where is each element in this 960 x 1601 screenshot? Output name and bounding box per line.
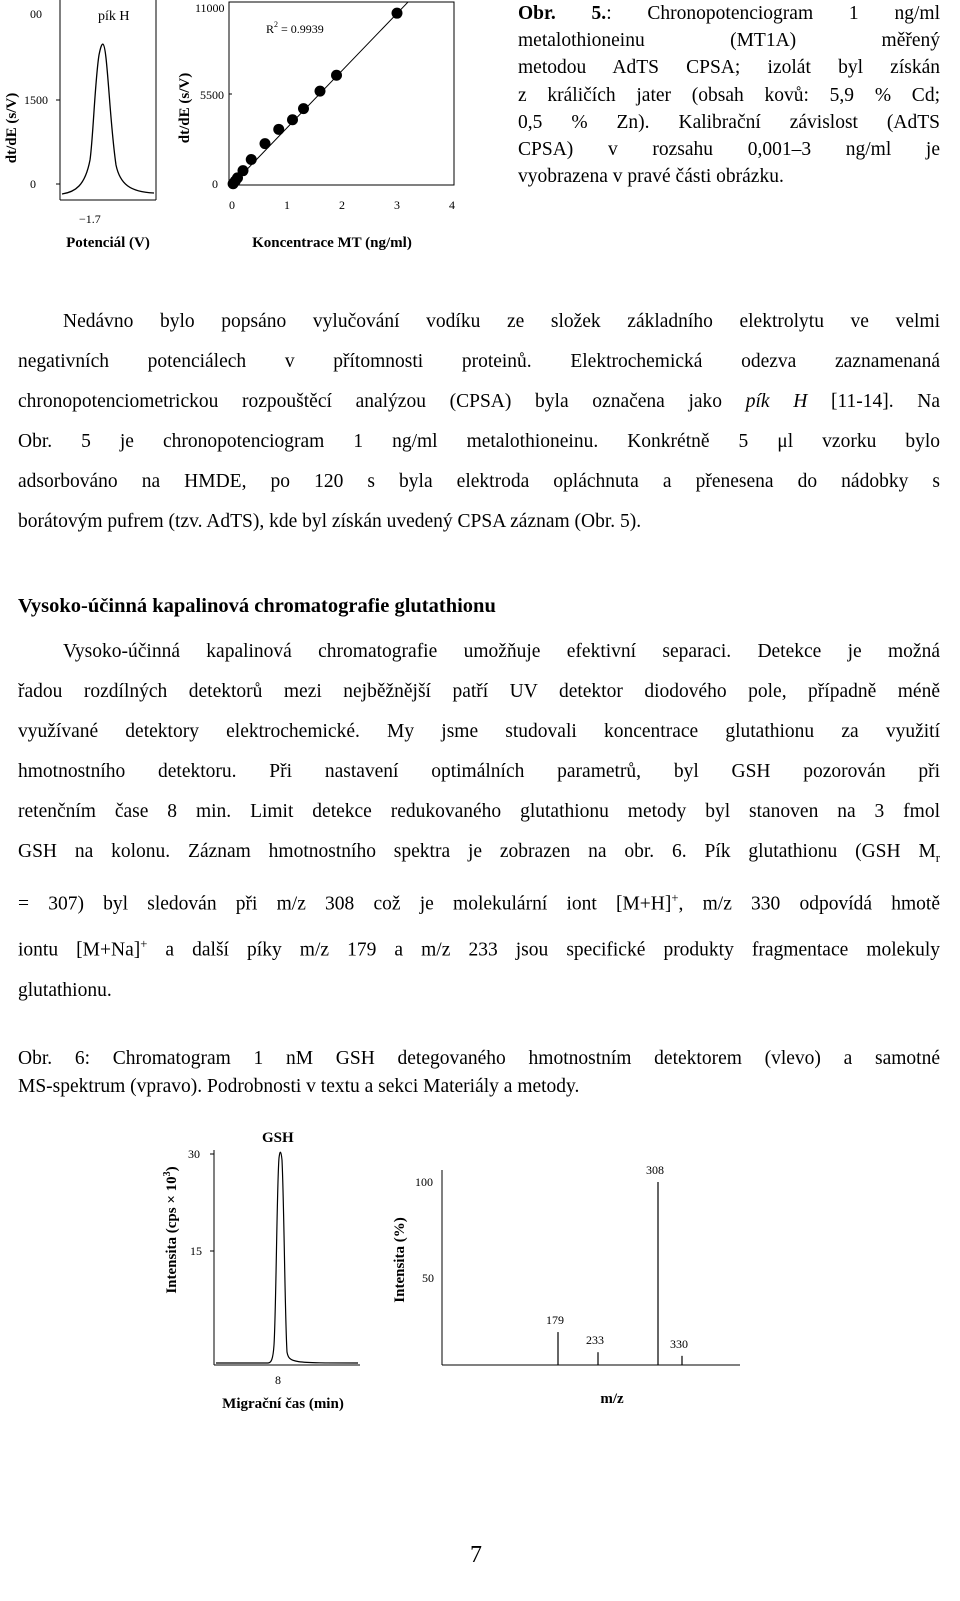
paragraph-line: negativních potenciálech v přítomnosti proteinů. Elektrochemická odezva zaznamenaná [18, 351, 940, 372]
chronopotentiogram-chart [4, 0, 156, 251]
calib-x-tick-2: 2 [339, 198, 345, 212]
gsh-peak-label: GSH [262, 1130, 294, 1146]
calib-x-tick-3: 3 [394, 198, 400, 212]
paragraph-line: adsorbováno na HMDE, po 120 s byla elektroda opláchnuta a přenesena do nádobky s [18, 471, 940, 492]
chrom-y-tick-30: 30 [188, 1147, 200, 1161]
calib-data-point [260, 138, 271, 149]
ms-y-tick-100: 100 [415, 1175, 433, 1189]
r2-annotation: $R^2 = 0.9939$ [266, 20, 324, 36]
paragraph-line: = 307) byl sledován při m/z 308 což je molekulární iont [M+H]+, m/z 330 odpovídá hmotě [18, 890, 940, 915]
calib-data-point [238, 165, 249, 176]
calib-y-axis-title: dt/dE (s/V) [177, 72, 193, 144]
caption5-line: z králičích jater (obsah kovů: 5,9 % Cd; [518, 84, 940, 106]
figure-5-label: Obr. 5. [518, 3, 607, 24]
paragraph-line: řadou rozdílných detektorů mezi nejběžnější patří UV detektor diodového pole, případně méně [18, 681, 940, 702]
caption5-line: : Chronopotenciogram 1 ng/ml [606, 3, 940, 24]
chromatogram-trace [216, 1152, 358, 1363]
chrom-x-tick-8: 8 [275, 1373, 281, 1387]
ms-y-axis-title: Intensita (%) [392, 1217, 408, 1303]
paragraph-line: glutathionu. [18, 979, 112, 1001]
ms-x-axis-title: m/z [600, 1391, 624, 1407]
ms-peak-label-308: 308 [646, 1163, 664, 1177]
ms-y-tick-50: 50 [422, 1271, 434, 1285]
ms-peak-label-330: 330 [670, 1336, 688, 1351]
chrom-y-tick-15: 15 [190, 1244, 202, 1258]
caption5-line: metodou AdTS CPSA; izolát byl získán [518, 57, 940, 79]
left-y-tick-zero: 0 [30, 177, 36, 191]
calib-data-point [315, 86, 326, 97]
calibration-chart [177, 1, 455, 251]
left-y-tick-top: 00 [30, 7, 42, 21]
chrom-y-axis-title: Intensita $(cps \times 10^3)$ [162, 1166, 180, 1294]
left-x-axis-title: Potenciál (V) [66, 235, 150, 251]
paragraph-line: využívané detektory elektrochemické. My jsme studovali koncentrace glutathionu za využití [18, 721, 940, 742]
calib-x-axis-title: Koncentrace MT (ng/ml) [252, 235, 412, 251]
calib-y-tick-zero: 0 [212, 177, 218, 191]
paragraph-line: Obr. 5 je chronopotenciogram 1 ng/ml metalothioneinu. Konkrétně 5 μl vzorku bylo [18, 431, 940, 452]
calib-data-point [273, 124, 284, 135]
paragraph-line: hmotnostního detektoru. Při nastavení optimálních parametrů, byl GSH pozorován při [18, 761, 940, 782]
caption6-line: MS-spektrum (vpravo). Podrobnosti v textu a sekci Materiály a metody. [18, 1076, 580, 1097]
ms-spectrum-chart [392, 1163, 740, 1407]
calib-y-tick-mid: 5500 [200, 88, 224, 102]
left-y-tick-mid: 1500 [24, 93, 48, 107]
caption5-line: metalothioneinu (MT1A) měřený [518, 30, 940, 52]
calib-data-point [392, 8, 403, 19]
calib-plot-frame [229, 2, 454, 185]
figure-6-caption [18, 1045, 940, 1101]
calib-data-point [287, 114, 298, 125]
paragraph-line: GSH na kolonu. Záznam hmotnostního spektra je zobrazen na obr. 6. Pík glutathionu (GSH $M_r$ [18, 841, 940, 865]
calib-data-point [246, 154, 257, 165]
left-y-axis-title: dt/dE (s/V) [4, 92, 20, 164]
figure-5-caption [518, 0, 940, 190]
paragraph-line: chronopotenciometrickou rozpouštěcí analýzou (CPSA) byla označena jako pík H [11-14]. Na [18, 391, 941, 412]
chromatogram-chart [162, 1130, 360, 1412]
paragraph-chronopotentiometry [18, 302, 940, 542]
ms-peaks [546, 1163, 688, 1365]
caption5-line: 0,5 % Zn). Kalibrační závislost (AdTS [518, 111, 940, 133]
pik-h-italic: pík H [745, 391, 808, 412]
peak-h-label: pík H [98, 9, 130, 24]
figure-5 [0, 0, 510, 260]
ms-peak-label-233: 233 [586, 1333, 604, 1348]
paragraph-line: iontu [M+Na]+ a další píky m/z 179 a m/z 233 jsou specifické produkty fragmentace molekuly [18, 937, 940, 961]
calib-y-tick-top: 11000 [195, 1, 225, 15]
paragraph-line: borátovým pufrem (tzv. AdTS), kde byl získán uvedený CPSA záznam (Obr. 5). [18, 511, 642, 532]
chrom-x-axis-title: Migrační čas (min) [222, 1396, 344, 1412]
caption6-line: Obr. 6: Chromatogram 1 nM GSH detegovaného hmotnostním detektorem (vlevo) a samotné [18, 1048, 940, 1069]
left-x-tick: −1.7 [79, 212, 101, 226]
calib-data-point [331, 70, 342, 81]
caption5-line: CPSA) v rozsahu 0,001–3 ng/ml je [518, 139, 940, 161]
section-heading: Vysoko-účinná kapalinová chromatografie glutathionu [18, 595, 496, 617]
calib-x-tick-4: 4 [449, 198, 455, 212]
calib-x-tick-1: 1 [284, 198, 290, 212]
chronopotentiogram-curve [62, 44, 154, 194]
paragraph-line: Vysoko-účinná kapalinová chromatografie umožňuje efektivní separaci. Detekce je možná [63, 641, 940, 662]
page-number: 7 [470, 1542, 482, 1568]
paragraph-line: retenčním čase 8 min. Limit detekce redukovaného glutathionu metody byl stanoven na 3 fmol [18, 801, 940, 822]
caption5-line: vyobrazena v pravé části obrázku. [518, 166, 784, 188]
paragraph-hplc [18, 632, 940, 1011]
figure-6 [150, 1120, 750, 1420]
calib-data-point [298, 103, 309, 114]
calib-x-tick-0: 0 [229, 198, 235, 212]
paragraph-line: Nedávno bylo popsáno vylučování vodíku ze složek základního elektrolytu ve velmi [63, 311, 940, 332]
ms-peak-label-179: 179 [546, 1313, 564, 1328]
